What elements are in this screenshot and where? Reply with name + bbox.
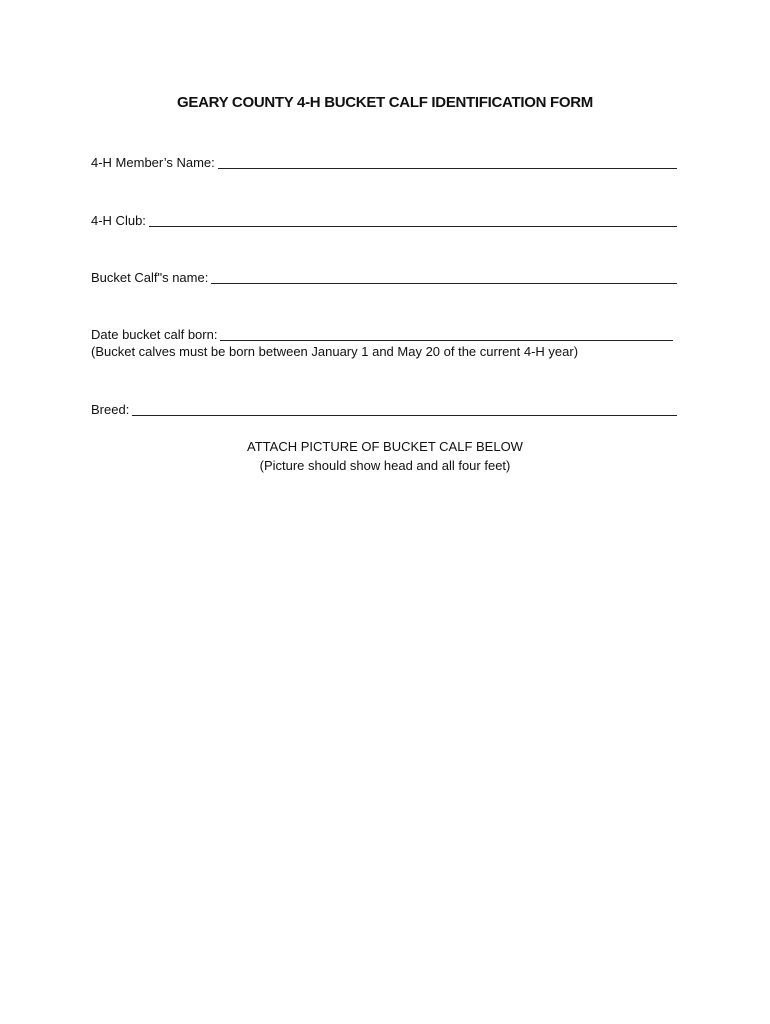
- member-name-field[interactable]: [91, 153, 677, 171]
- breed-label: Breed:: [91, 402, 130, 417]
- picture-note: (Picture should show head and all four feet): [259, 458, 511, 473]
- date-born-label: Date bucket calf born:: [91, 327, 218, 342]
- member-name-label: 4-H Member’s Name:: [91, 155, 215, 170]
- calf-name-blank[interactable]: [211, 269, 677, 284]
- date-born-field[interactable]: [91, 325, 673, 343]
- breed-field[interactable]: [91, 400, 677, 418]
- calf-name-label: Bucket Calf"s name:: [91, 270, 209, 285]
- club-field[interactable]: [91, 211, 677, 229]
- form-title: GEARY COUNTY 4-H BUCKET CALF IDENTIFICATION FORM: [177, 94, 593, 111]
- date-born-note: (Bucket calves must be born between January 1 and May 20 of the current 4-H year): [91, 344, 579, 359]
- calf-name-field[interactable]: [91, 268, 677, 286]
- picture-instruction: ATTACH PICTURE OF BUCKET CALF BELOW: [247, 439, 523, 454]
- date-born-blank[interactable]: [220, 326, 673, 341]
- breed-blank[interactable]: [132, 401, 677, 416]
- member-name-blank[interactable]: [218, 154, 677, 169]
- club-blank[interactable]: [149, 212, 677, 227]
- club-label: 4-H Club:: [91, 213, 146, 228]
